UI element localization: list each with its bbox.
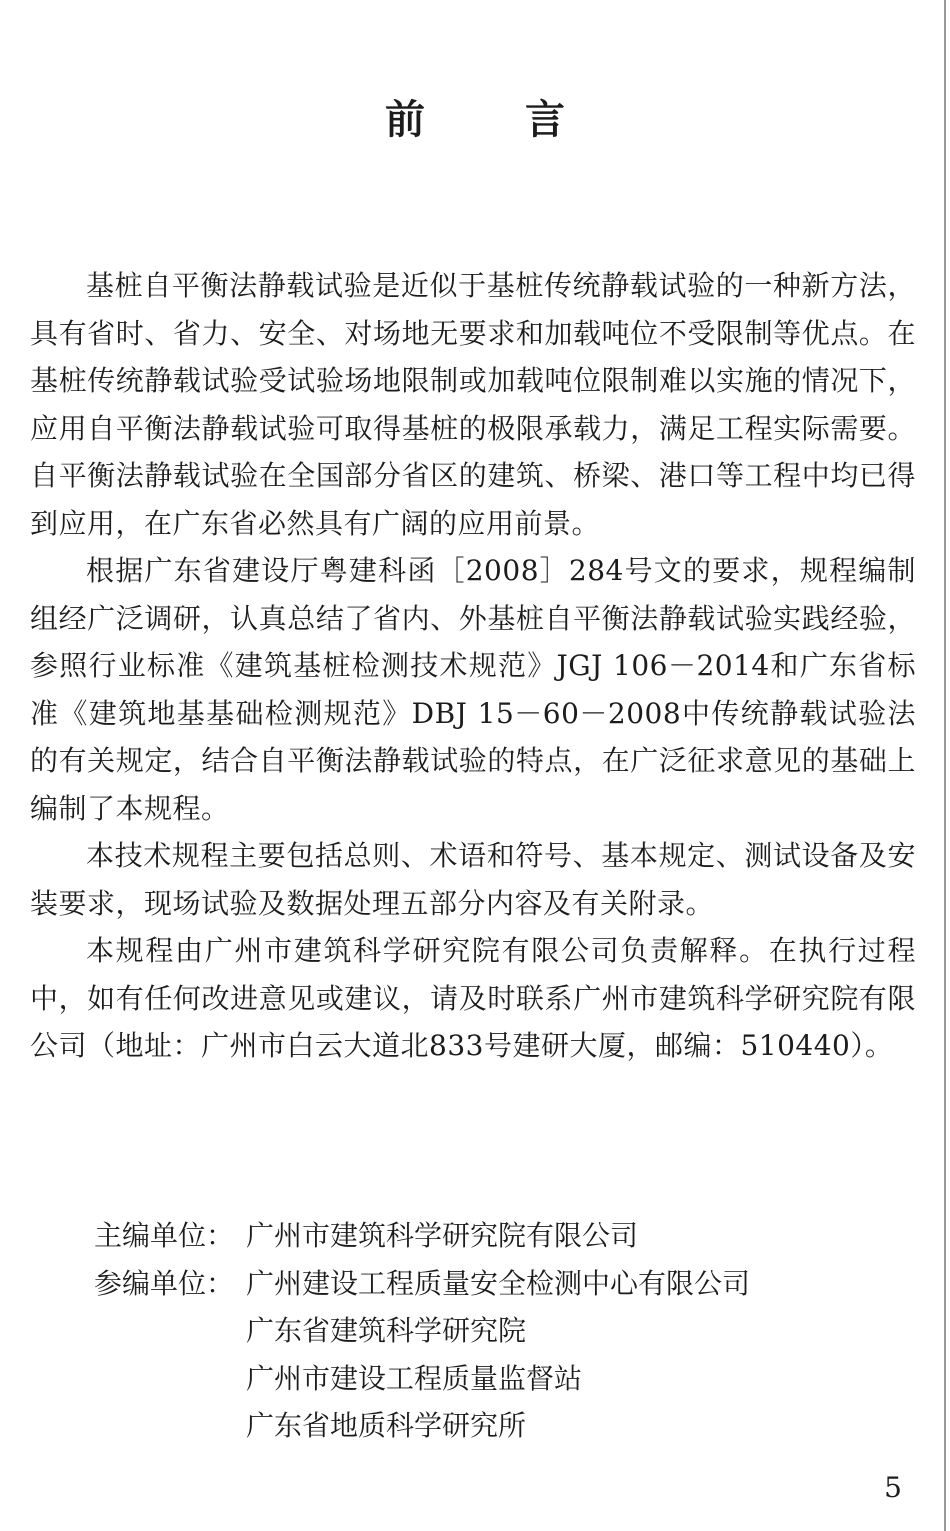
preface-body xyxy=(30,262,916,1070)
preface-paragraph-2: 根据广东省建设厅粤建科函［2008］284号文的要求，规程编制组经广泛调研，认真总结了省内、外基桩自平衡法静载试验实践经验，参照行业标准《建筑基桩检测技术规范》JGJ 106－2014和广东省标准《建筑地基基础检测规范》DBJ 15－60－2008中传统静载试验法的有关规定，结合自平衡法静载试验的特点，在广泛征求意见的基础上编制了本规程。 xyxy=(30,554,916,825)
editing-units xyxy=(94,1212,914,1450)
preface-paragraph-3: 本技术规程主要包括总则、术语和符号、基本规定、测试设备及安装要求，现场试验及数据处理五部分内容及有关附录。 xyxy=(30,839,916,920)
chief-editor-list xyxy=(246,1212,638,1260)
participating-editor-list xyxy=(246,1260,750,1450)
chief-editor-row xyxy=(94,1212,914,1260)
page-number: 5 xyxy=(884,1471,902,1504)
participating-editor-unit: 广东省地质科学研究所 xyxy=(246,1409,527,1442)
page-edge-line xyxy=(944,0,946,1531)
participating-editor-unit: 广州市建设工程质量监督站 xyxy=(246,1361,583,1395)
participating-editor-unit: 广东省建筑科学研究院 xyxy=(246,1314,527,1347)
participating-editor-row xyxy=(94,1260,914,1450)
preface-paragraph-1: 基桩自平衡法静载试验是近似于基桩传统静载试验的一种新方法，具有省时、省力、安全、对场地无要求和加载吨位不受限制等优点。在基桩传统静载试验受试验场地限制或加载吨位限制难以实施的情况下，应用自平衡法静载试验可取得基桩的极限承载力，满足工程实际需要。自平衡法静载试验在全国部分省区的建筑、桥梁、港口等工程中均已得到应用，在广东省必然具有广阔的应用前景。 xyxy=(30,269,916,540)
chief-editor-label: 主编单位： xyxy=(94,1219,235,1252)
page-title: 前言 xyxy=(385,97,665,143)
preface-paragraph-4: 本规程由广州市建筑科学研究院有限公司负责解释。在执行过程中，如有任何改进意见或建议，请及时联系广州市建筑科学研究院有限公司（地址：广州市白云大道北833号建研大厦，邮编：510440）。 xyxy=(30,934,916,1062)
participating-editor-label: 参编单位： xyxy=(94,1266,235,1300)
chief-editor-unit: 广州市建筑科学研究院有限公司 xyxy=(246,1219,639,1252)
participating-editor-unit: 广州建设工程质量安全检测中心有限公司 xyxy=(246,1266,751,1300)
